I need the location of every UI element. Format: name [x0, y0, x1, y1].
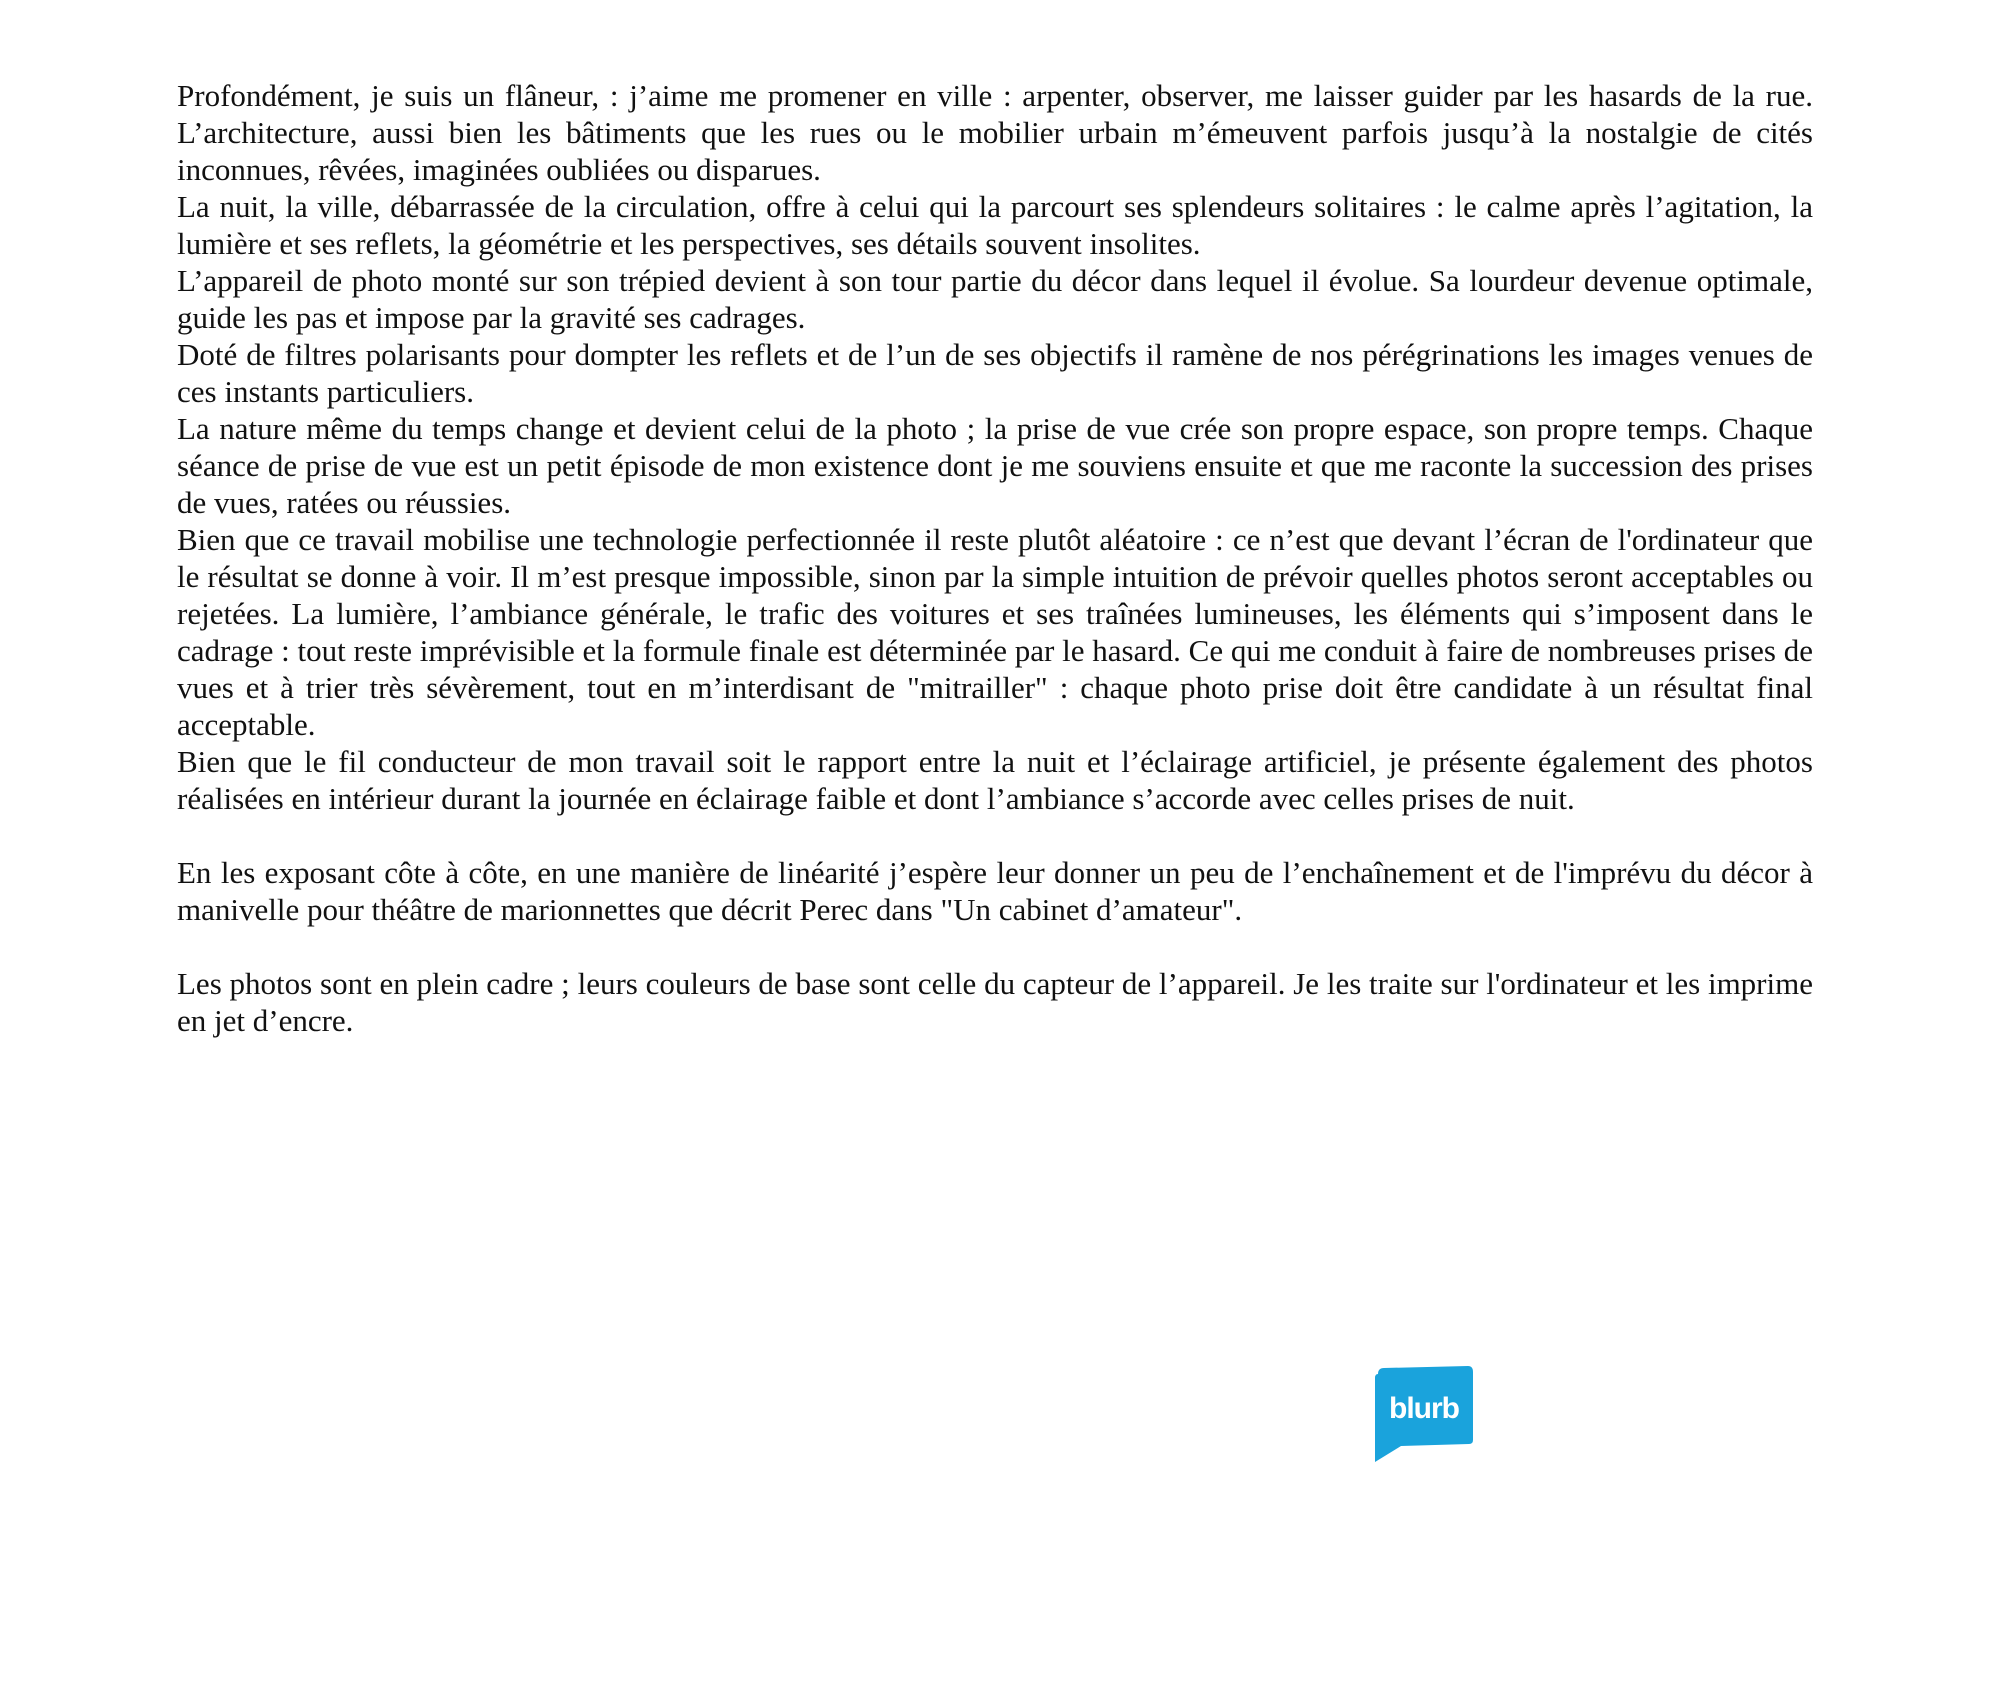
- blurb-logo-icon: [1375, 1366, 1474, 1462]
- paragraph-full-frame: Les photos sont en plein cadre ; leurs couleurs de base sont celle du capteur de l’appareil. Je les traite sur l'ordinateur et les imprime en jet d’encre.: [177, 966, 1813, 1038]
- paragraph-camera-tripod: L’appareil de photo monté sur son trépied devient à son tour partie du décor dans lequel il évolue. Sa lourdeur devenue optimale, guide les pas et impose par la gravité ses cadrages.: [177, 263, 1813, 335]
- paragraph-technology-random: Bien que ce travail mobilise une technologie perfectionnée il reste plutôt aléatoire : ce n’est que devant l’écran de l'ordinateur que le résultat se donne à voir. Il m’est presque impossible, sinon par la simple intuition de prévoir quelles photos seront acceptables ou rejetées. La lumière, l’ambiance générale, le trafic des voitures et ses traînées lumineuses, les éléments qui s’imposent dans le cadrage : tout reste imprévisible et la formule finale est déterminée par le hasard. Ce qui me conduit à faire de nombreuses prises de vues et à trier très sévèrement, tout en m’interdisant de "mitrailler" : chaque photo prise doit être candidate à un résultat final acceptable.: [177, 522, 1813, 742]
- paragraph-exhibition: En les exposant côte à côte, en une manière de linéarité j’espère leur donner un peu de l’enchaînement et de l'imprévu du décor à manivelle pour théâtre de marionnettes que décrit Perec dans "Un cabinet d’amateur".: [177, 855, 1813, 927]
- svg-text:blurb: blurb: [1389, 1392, 1459, 1425]
- body-text: [177, 77, 1813, 1039]
- paragraph-flaneur: Profondément, je suis un flâneur, : j’aime me promener en ville : arpenter, observer, me laisser guider par les hasards de la rue. L’architecture, aussi bien les bâtiments que les rues ou le mobilier urbain m’émeuvent parfois jusqu’à la nostalgie de cités inconnues, rêvées, imaginées oubliées ou disparues.: [177, 78, 1813, 187]
- paragraph-polarizing-filters: Doté de filtres polarisants pour dompter les reflets et de l’un de ses objectifs il ramène de nos pérégrinations les images venues de ces instants particuliers.: [177, 337, 1813, 409]
- paragraph-night-lighting: Bien que le fil conducteur de mon travail soit le rapport entre la nuit et l’éclairage artificiel, je présente également des photos réalisées en intérieur durant la journée en éclairage faible et dont l’ambiance s’accorde avec celles prises de nuit.: [177, 744, 1813, 816]
- paragraph-night-city: La nuit, la ville, débarrassée de la circulation, offre à celui qui la parcourt ses splendeurs solitaires : le calme après l’agitation, la lumière et ses reflets, la géométrie et les perspectives, ses détails souvent insolites.: [177, 189, 1813, 261]
- paragraph-nature-of-time: La nature même du temps change et devient celui de la photo ; la prise de vue crée son propre espace, son propre temps. Chaque séance de prise de vue est un petit épisode de mon existence dont je me souviens ensuite et que me raconte la succession des prises de vues, ratées ou réussies.: [177, 411, 1813, 520]
